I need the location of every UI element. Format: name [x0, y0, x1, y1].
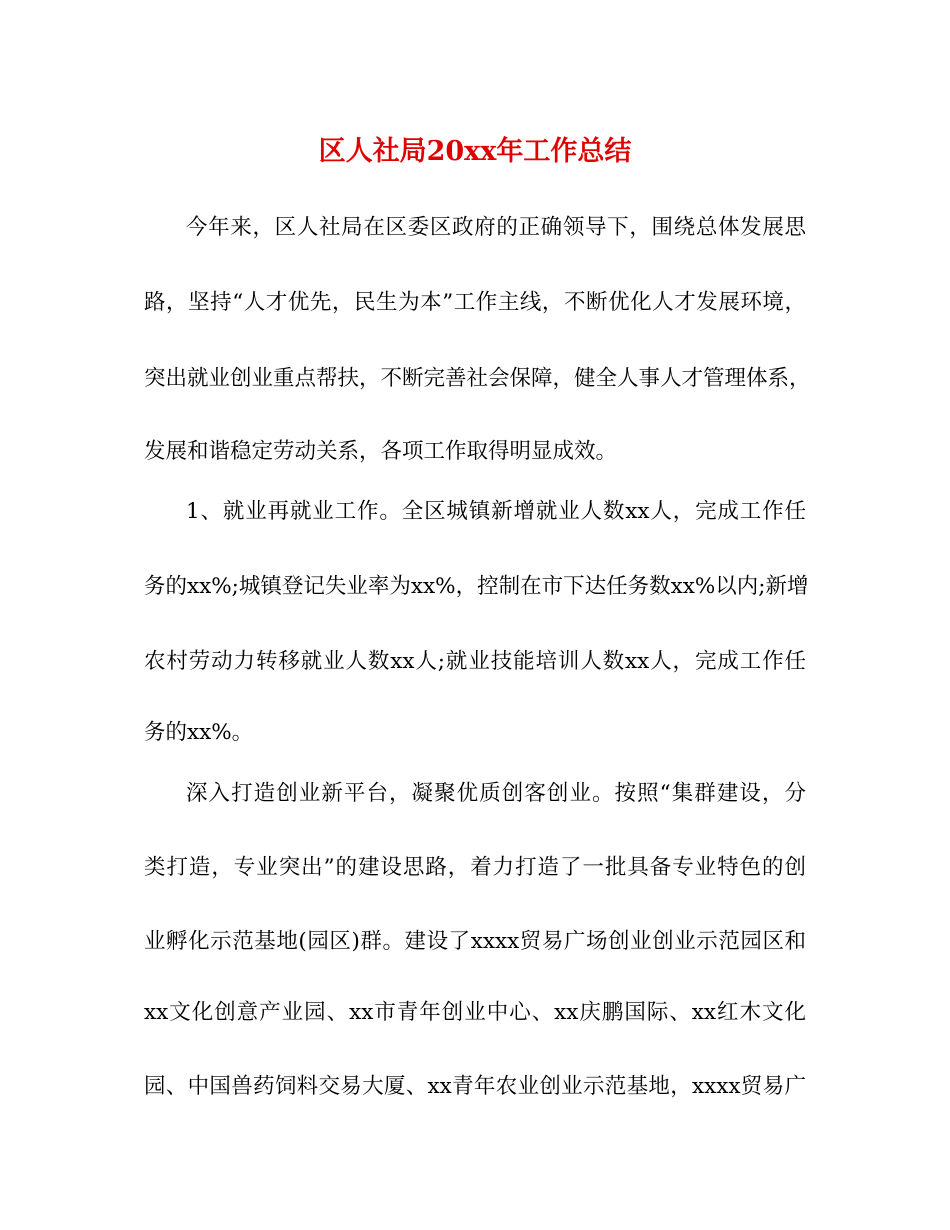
paragraph-line: 突出就业创业重点帮扶，不断完善社会保障，健全人事人才管理体系， [144, 366, 811, 391]
paragraph-line: 1、就业再就业工作。全区城镇新增就业人数xx人，完成工作任 [186, 499, 806, 524]
paragraph-line: 务的xx%;城镇登记失业率为xx%，控制在市下达任务数xx%以内;新增 [144, 574, 809, 599]
paragraph-line: 园、中国兽药饲料交易大厦、xx青年农业创业示范基地，xxxx贸易广 [144, 1074, 806, 1099]
paragraph-line: 深入打造创业新平台，凝聚优质创客创业。按照“集群建设，分 [186, 781, 806, 806]
paragraph-line: xx文化创意产业园、xx市青年创业中心、xx庆鹏国际、xx红木文化 [144, 1000, 806, 1025]
paragraph-line: 今年来，区人社局在区委区政府的正确领导下，围绕总体发展思 [186, 215, 806, 240]
paragraph-line: 业孵化示范基地(园区)群。建设了xxxx贸易广场创业创业示范园区和 [144, 929, 806, 954]
paragraph-line: 类打造，专业突出”的建设思路，着力打造了一批具备专业特色的创 [144, 855, 806, 880]
paragraph-line: 发展和谐稳定劳动关系，各项工作取得明显成效。 [144, 439, 618, 464]
paragraph-line: 路，坚持“人才优先，民生为本”工作主线，不断优化人才发展环境， [144, 290, 806, 315]
document-title: 区人社局20xx年工作总结 [318, 136, 632, 167]
paragraph-line: 务的xx%。 [144, 720, 254, 745]
paragraph-line: 农村劳动力转移就业人数xx人;就业技能培训人数xx人，完成工作任 [144, 649, 806, 674]
